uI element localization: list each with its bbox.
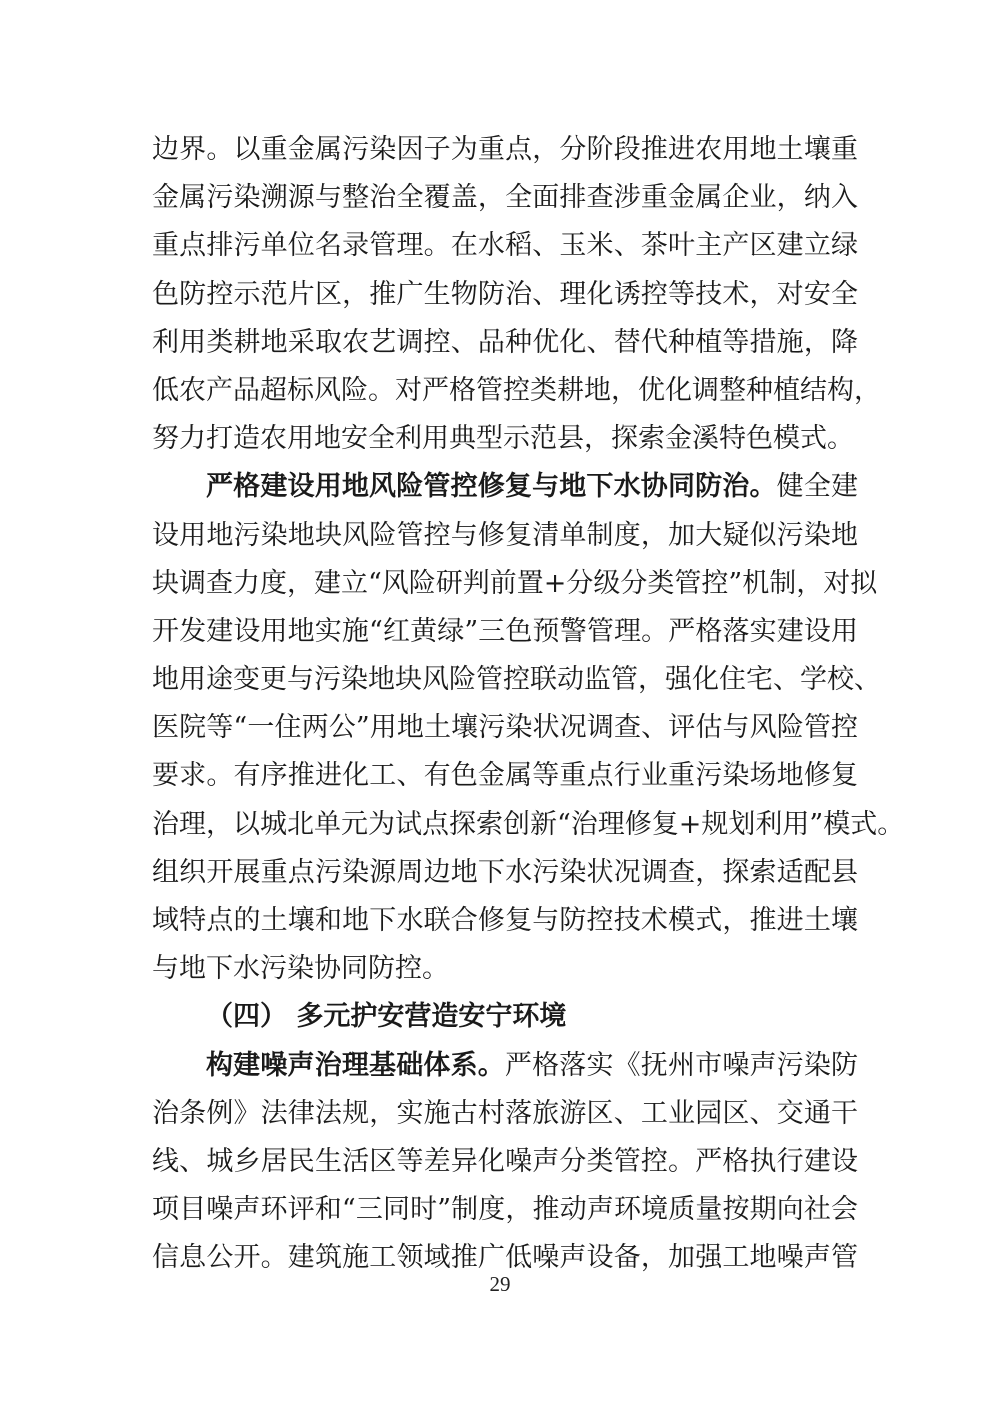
paragraph-lead-heading: 构建噪声治理基础体系。 xyxy=(206,1049,505,1081)
text-line: 金属污染溯源与整治全覆盖，全面排查涉重金属企业，纳入 xyxy=(152,182,858,214)
text-line: 要求。有序推进化工、有色金属等重点行业重污染场地修复 xyxy=(152,760,858,792)
text-line: 低农产品超标风险。对严格管控类耕地，优化调整种植结构， xyxy=(152,374,881,406)
page-number: 29 xyxy=(489,1272,511,1296)
text-line: 块调查力度，建立“风险研判前置+分级分类管控”机制，对拟 xyxy=(152,567,878,599)
text-line: 努力打造农用地安全利用典型示范县，探索金溪特色模式。 xyxy=(152,423,854,455)
paragraph-lead-heading: 严格建设用地风险管控修复与地下水协同防治。 xyxy=(206,471,777,503)
paragraph-first-line xyxy=(152,463,858,511)
text-line: 色防控示范片区，推广生物防治、理化诱控等技术，对安全 xyxy=(152,278,858,310)
text-line: 组织开展重点污染源周边地下水污染状况调查，探索适配县 xyxy=(152,856,858,888)
paragraph-first-line xyxy=(152,1042,858,1090)
body-text xyxy=(152,126,905,1283)
text-line: 利用类耕地采取农艺调控、品种优化、替代种植等措施，降 xyxy=(152,326,858,358)
paragraph-first-line-text: 健全建 xyxy=(776,471,859,503)
text-line: 设用地污染地块风险管控与修复清单制度，加大疑似污染地 xyxy=(152,519,858,551)
text-line: 重点排污单位名录管理。在水稻、玉米、茶叶主产区建立绿 xyxy=(152,230,858,262)
text-line: 开发建设用地实施“红黄绿”三色预警管理。严格落实建设用 xyxy=(152,615,858,647)
text-line: 地用途变更与污染地块风险管控联动监管，强化住宅、学校、 xyxy=(152,664,881,696)
text-line: 治条例》法律法规，实施古村落旅游区、工业园区、交通干 xyxy=(152,1097,858,1129)
text-line: 域特点的土壤和地下水联合修复与防控技术模式，推进土壤 xyxy=(152,905,858,936)
section-heading: （四） 多元护安营造安宁环境 xyxy=(206,1001,567,1033)
text-line: 信息公开。建筑施工领域推广低噪声设备，加强工地噪声管 xyxy=(152,1242,858,1274)
text-line: 治理，以城北单元为试点探索创新“治理修复+规划利用”模式。 xyxy=(152,808,905,840)
text-line: 医院等“一住两公”用地土壤污染状况调查、评估与风险管控 xyxy=(152,712,858,744)
text-line: 与地下水污染协同防控。 xyxy=(152,953,449,985)
text-line: 项目噪声环评和“三同时”制度，推动声环境质量按期向社会 xyxy=(152,1194,858,1226)
text-line: 边界。以重金属污染因子为重点，分阶段推进农用地土壤重 xyxy=(152,134,858,165)
text-line: 线、城乡居民生活区等差异化噪声分类管控。严格执行建设 xyxy=(152,1145,858,1177)
paragraph-first-line-text: 严格落实《抚州市噪声污染防 xyxy=(504,1049,859,1081)
